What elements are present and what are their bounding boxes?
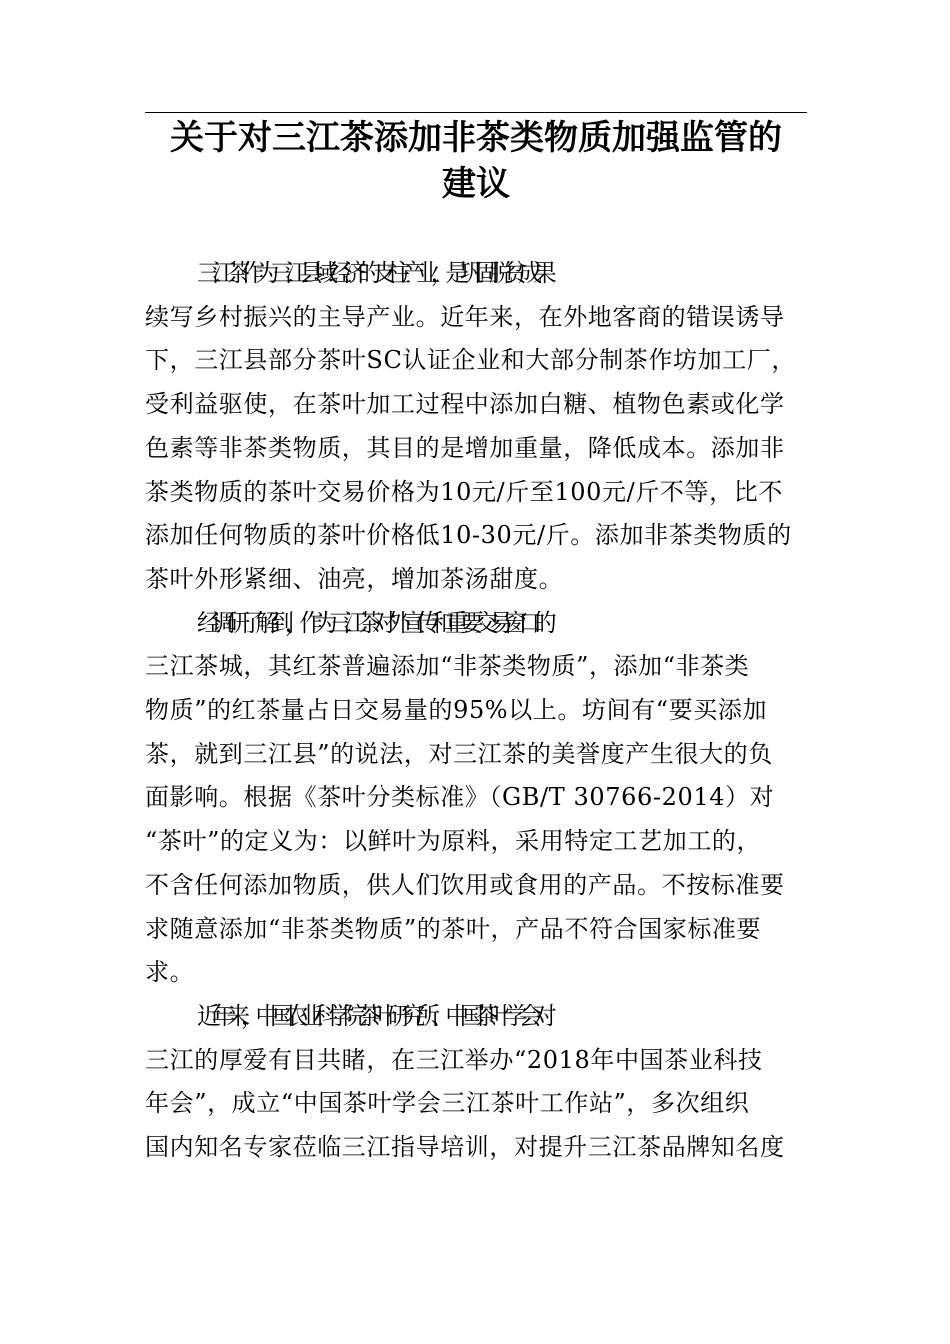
title-line-1: 关于对三江茶添加非茶类物质加强监管的 bbox=[170, 118, 782, 158]
paragraph-line: 经调研了解到，作为三江茶对外宣传和重要交易窗口的 bbox=[197, 608, 548, 637]
paragraph-line: 下，三江县部分茶叶SC认证企业和大部分制茶作坊加工厂， bbox=[145, 346, 797, 375]
paragraph-line: 续写乡村振兴的主导产业。近年来，在外地客商的错误诱导 bbox=[145, 302, 785, 331]
paragraph-line: 三江的厚爱有目共睹，在三江举办“2018年中国茶业科技 bbox=[145, 1045, 763, 1074]
paragraph-line: 三江茶城，其红茶普遍添加“非茶类物质”，添加“非茶类 bbox=[145, 652, 750, 681]
paragraph-line: 色素等非茶类物质，其目的是增加重量，降低成本。添加非 bbox=[145, 433, 785, 462]
paragraph-2 bbox=[145, 602, 807, 995]
paragraph-line: 三江茶作为三江县域经济的支柱产业，是巩固脱贫成果 bbox=[197, 259, 548, 287]
paragraph-line: “茶叶”的定义为：以鲜叶为原料，采用特定工艺加工的， bbox=[145, 827, 762, 856]
paragraph-line: 求。 bbox=[145, 958, 195, 987]
paragraph-3 bbox=[145, 995, 807, 1170]
paragraph-line: 不含任何添加物质，供人们饮用或食用的产品。不按标准要 bbox=[145, 870, 785, 899]
title-line-2: 建议 bbox=[442, 164, 510, 204]
header-rule bbox=[145, 112, 807, 113]
document-title bbox=[145, 115, 807, 207]
paragraph-line: 求随意添加“非茶类物质”的茶叶，产品不符合国家标准要 bbox=[145, 914, 762, 943]
paragraph-line: 添加任何物质的茶叶价格低10-30元/斤。添加非茶类物质的 bbox=[145, 521, 792, 550]
paragraph-line: 茶类物质的茶叶交易价格为10元/斤至100元/斤不等，比不 bbox=[145, 477, 783, 506]
paragraph-line: 面影响。根据《茶叶分类标准》（GB/T 30766-2014）对 bbox=[145, 783, 775, 812]
paragraph-line: 国内知名专家莅临三江指导培训，对提升三江茶品牌知名度 bbox=[145, 1133, 785, 1162]
paragraph-line: 近年来，中国农业科学院茶叶研究所、中国茶叶学会对 bbox=[197, 1001, 548, 1030]
document-body bbox=[145, 252, 807, 1170]
paragraph-line: 物质”的红茶量占日交易量的95%以上。坊间有“要买添加 bbox=[145, 696, 768, 725]
paragraph-line: 茶，就到三江县”的说法，对三江茶的美誉度产生很大的负 bbox=[145, 739, 773, 768]
paragraph-line: 茶叶外形紧细、油亮，增加茶汤甜度。 bbox=[145, 564, 564, 593]
paragraph-line: 受利益驱使，在茶叶加工过程中添加白糖、植物色素或化学 bbox=[145, 390, 785, 419]
paragraph-line: 年会”，成立“中国茶叶学会三江茶叶工作站”，多次组织 bbox=[145, 1089, 750, 1118]
paragraph-1 bbox=[145, 252, 807, 602]
